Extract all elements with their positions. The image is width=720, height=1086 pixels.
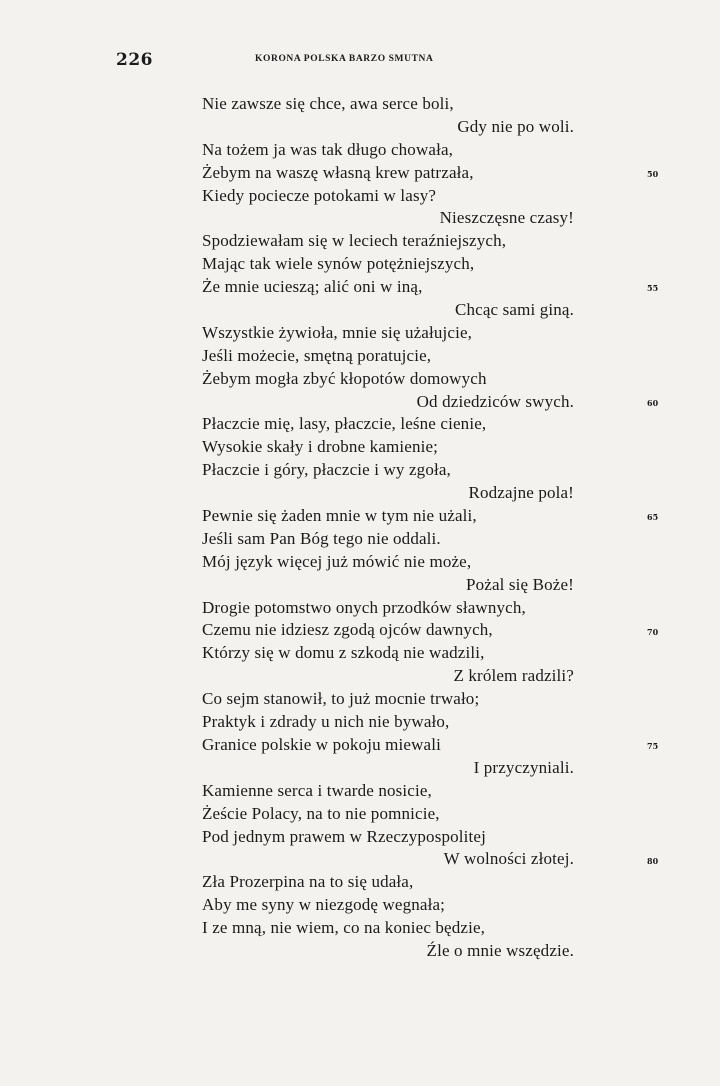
verse-line: Płaczcie mię, lasy, płaczcie, leśne cienie, xyxy=(202,414,487,434)
verse-line: Czemu nie idziesz zgodą ojców dawnych, xyxy=(202,620,493,640)
line-number-column xyxy=(647,93,677,993)
poem-text xyxy=(202,93,574,963)
verse-line: Z królem radzili? xyxy=(453,666,574,686)
verse-line: Zła Prozerpina na to się udała, xyxy=(202,872,414,892)
line-number: 75 xyxy=(647,741,659,752)
verse-line: Od dziedziców swych. xyxy=(416,391,574,411)
verse-line: Żeście Polacy, na to nie pomnicie, xyxy=(202,803,440,823)
verse-line: Mając tak wiele synów potężniejszych, xyxy=(202,254,475,274)
verse-line: Że mnie ucieszą; alić oni w iną, xyxy=(202,277,423,297)
running-head: KORONA POLSKA BARZO SMUTNA xyxy=(255,54,434,64)
verse-line: Aby me syny w niezgodę wegnała; xyxy=(202,895,446,915)
verse-line: Kamienne serca i twarde nosicie, xyxy=(202,780,432,800)
verse-line: I przyczyniali. xyxy=(473,757,574,777)
line-number: 80 xyxy=(647,855,659,866)
verse-line: Pożal się Boże! xyxy=(466,574,574,594)
line-number: 60 xyxy=(647,397,659,408)
line-number: 65 xyxy=(647,512,659,523)
line-number: 70 xyxy=(647,626,659,637)
verse-line: Praktyk i zdrady u nich nie bywało, xyxy=(202,712,450,732)
verse-line: Granice polskie w pokoju miewali xyxy=(202,734,441,754)
verse-line: Kiedy pocieсze potokami w lasy? xyxy=(202,185,437,205)
verse-line: Płaczcie i góry, płaczcie i wy zgoła, xyxy=(202,460,451,480)
verse-line: Wszystkie żywioła, mnie się użałujcie, xyxy=(202,322,473,342)
verse-line: Wysokie skały i drobne kamienie; xyxy=(202,437,439,457)
verse-line: Jeśli sam Pan Bóg tego nie oddali. xyxy=(202,528,441,548)
verse-line: Pod jednym prawem w Rzeczypospolitej xyxy=(202,826,486,846)
verse-line: Co sejm stanowił, to już mocnie trwało; xyxy=(202,689,480,709)
verse-line: Nieszczęsne czasy! xyxy=(439,208,574,228)
verse-line: Mój język więcej już mówić nie może, xyxy=(202,551,472,571)
verse-line: Rodzajne pola! xyxy=(468,483,574,503)
verse-line: W wolności złotej. xyxy=(443,849,574,869)
verse-line: Żebym mogła zbyć kłopotów domowych xyxy=(202,368,487,388)
verse-line: I ze mną, nie wiem, co na koniec będzie, xyxy=(202,918,486,938)
verse-line: Jeśli możecie, smętną poratujcie, xyxy=(202,345,432,365)
verse-line: Spodziewałam się w leciech teraźniejszych, xyxy=(202,231,507,251)
verse-line: Drogie potomstwo onych przodków sławnych, xyxy=(202,597,526,617)
page-number: 226 xyxy=(116,50,153,70)
verse-line: Chcąc sami giną. xyxy=(454,300,574,320)
line-number: 55 xyxy=(647,283,659,294)
verse-line: Którzy się w domu z szkodą nie wadzili, xyxy=(202,643,485,663)
verse-line: Żebym na waszę własną krew patrzała, xyxy=(202,162,474,182)
verse-line: Na tożem ja was tak długo chowała, xyxy=(202,139,454,159)
verse-line: Źle o mnie wszędzie. xyxy=(426,940,574,960)
verse-line: Nie zawsze się chce, awa serce boli, xyxy=(202,94,454,113)
verse-line: Pewnie się żaden mnie w tym nie użali, xyxy=(202,506,477,526)
line-number: 50 xyxy=(647,168,659,179)
verse-line: Gdy nie po woli. xyxy=(457,116,574,136)
